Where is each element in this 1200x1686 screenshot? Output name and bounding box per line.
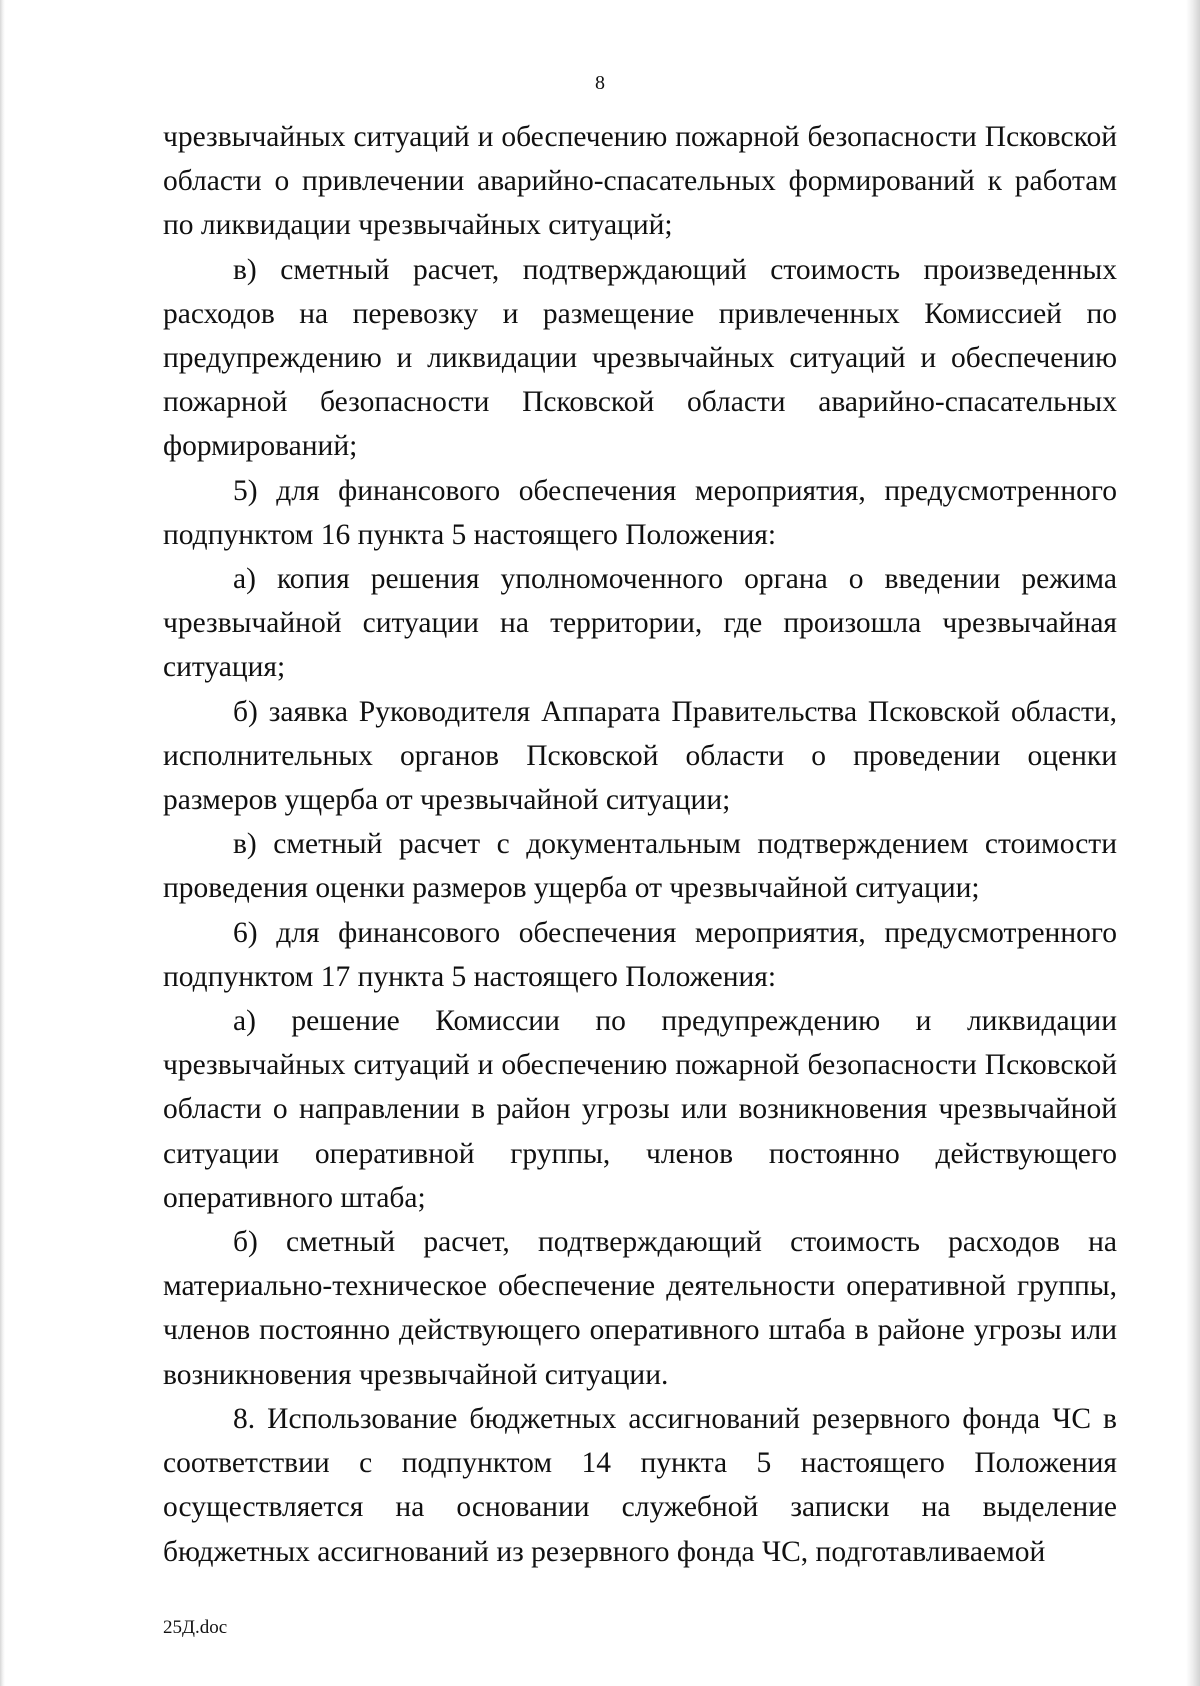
paragraph-item-5a: а) копия решения уполномоченного органа о введении режима чрезвычайной ситуации на территории, где произошла чрезвычайная ситуация; xyxy=(163,563,1117,684)
paragraph-item-5: 5) для финансового обеспечения мероприятия, предусмотренного подпунктом 16 пункта 5 настоящего Положения: xyxy=(163,474,1117,551)
scan-edge-left xyxy=(0,0,5,1686)
document-body xyxy=(163,115,1117,1574)
footer-filename: 25Д.doc xyxy=(163,1617,228,1638)
paragraph-continuation: чрезвычайных ситуаций и обеспечению пожарной безопасности Псковской области о привлечении аварийно-спасательных формирований к работам по ликвидации чрезвычайных ситуаций; xyxy=(163,121,1117,242)
scan-edge-right xyxy=(1186,0,1200,1686)
paragraph-item-v: в) сметный расчет, подтверждающий стоимость произведенных расходов на перевозку и размещение привлеченных Комиссией по предупреждению и ликвидации чрезвычайных ситуаций и обеспечению пожарной безопасности Псковской области аварийно-спасательных формирований; xyxy=(163,253,1117,463)
paragraph-item-6a: а) решение Комиссии по предупреждению и ликвидации чрезвычайных ситуаций и обеспечению пожарной безопасности Псковской области о направлении в район угрозы или возникновения чрезвычайной ситуации оперативной группы, членов постоянно действующего оперативного штаба; xyxy=(163,1005,1117,1214)
paragraph-item-5b: б) заявка Руководителя Аппарата Правительства Псковской области, исполнительных органов Псковской области о проведении оценки размеров ущерба от чрезвычайной ситуации; xyxy=(163,695,1117,817)
paragraph-item-5v: в) сметный расчет с документальным подтверждением стоимости проведения оценки размеров ущерба от чрезвычайной ситуации; xyxy=(163,828,1117,905)
paragraph-item-6: 6) для финансового обеспечения мероприятия, предусмотренного подпунктом 17 пункта 5 настоящего Положения: xyxy=(163,916,1117,993)
paragraph-section-8: 8. Использование бюджетных ассигнований резервного фонда ЧС в соответствии с подпунктом 14 пункта 5 настоящего Положения осуществляется на основании служебной записки на выделение бюджетных ассигнований из резервного фонда ЧС, подготавливаемой xyxy=(163,1402,1117,1568)
paragraph-item-6b: б) сметный расчет, подтверждающий стоимость расходов на материально-техническое обеспечение деятельности оперативной группы, членов постоянно действующего оперативного штаба в районе угрозы или возникновения чрезвычайной ситуации. xyxy=(163,1226,1117,1391)
page-number: 8 xyxy=(595,72,605,94)
